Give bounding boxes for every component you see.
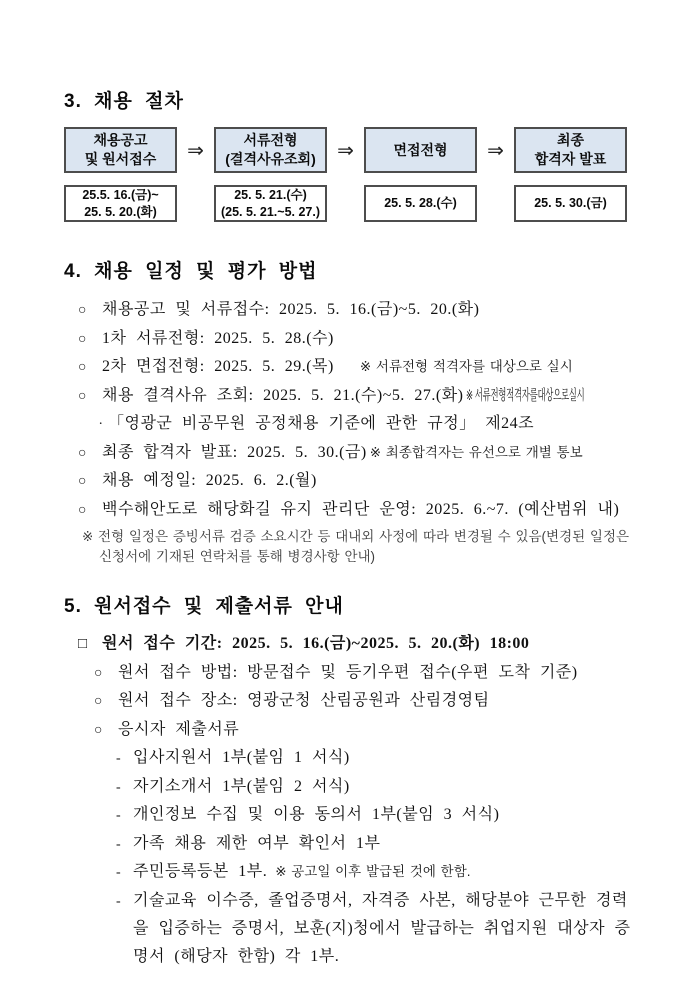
flow-step-announcement xyxy=(64,127,177,222)
dot-bullet-icon: · xyxy=(98,417,104,432)
application-period-text: 원서 접수 기간: 2025. 5. 16.(금)~2025. 5. 20.(화) 18:00 xyxy=(102,635,530,652)
list-item-text: 채용 예정일: 2025. 6. 2.(월) xyxy=(102,472,317,489)
note-text: ※ 공고일 이후 발급된 것에 한함. xyxy=(275,864,471,879)
flow-step-date xyxy=(364,185,477,222)
square-bullet-icon: □ xyxy=(78,636,88,652)
flow-step-date-line: 25. 5. 21.(수) xyxy=(234,188,307,203)
flow-step-label xyxy=(364,127,477,173)
list-item xyxy=(64,410,642,439)
schedule-change-footnote xyxy=(64,527,642,567)
doc-item-text: 입사지원서 1부(붙임 1 서식) xyxy=(133,749,350,766)
flow-step-date-line: 25. 5. 30.(금) xyxy=(534,196,607,211)
list-item-text: 채용공고 및 서류접수: 2025. 5. 16.(금)~5. 20.(화) xyxy=(102,301,480,318)
flow-step-label-line: (결격사유조회) xyxy=(225,151,316,167)
dash-bullet-icon: - xyxy=(116,779,122,795)
section4-list xyxy=(64,296,642,524)
flow-step-date-line: 25. 5. 20.(화) xyxy=(84,204,157,219)
list-item xyxy=(64,353,642,382)
section5-list xyxy=(64,659,642,745)
circle-bullet-icon: ○ xyxy=(94,694,103,709)
procedure-flowchart xyxy=(64,127,642,222)
section-application-guide xyxy=(64,591,642,971)
doc-item-text: 기술교육 이수증, 졸업증명서, 자격증 사본, 해당분야 근무한 경력을 입증하는 증명서, 보훈(지)청에서 발급하는 취업지원 대상자 증명서 (해당자 한함) 각 1부. xyxy=(133,891,631,965)
arrow-right-icon: ⇒ xyxy=(187,138,204,162)
note-text: ※ 서류전형 적격자를 대상으로 실시 xyxy=(359,359,573,374)
doc-item xyxy=(116,744,642,773)
list-item-text: 1차 서류전형: 2025. 5. 28.(수) xyxy=(102,329,334,347)
section-recruit-procedure xyxy=(64,86,642,222)
doc-item-text: 주민등록등본 1부. xyxy=(133,863,268,880)
note-text-condensed: ※ 서류전형적격자를대상으로실시 xyxy=(466,387,585,404)
dash-bullet-icon: - xyxy=(116,836,122,852)
arrow-right-icon: ⇒ xyxy=(337,138,354,162)
flow-step-label xyxy=(64,127,177,173)
flow-step-date xyxy=(64,185,177,222)
circle-bullet-icon: ○ xyxy=(78,331,87,347)
section-schedule-evaluation xyxy=(64,256,642,567)
flow-step-label-line: 최종 xyxy=(556,132,585,149)
doc-item xyxy=(116,773,642,802)
flow-step-date xyxy=(514,185,627,222)
list-item-text: 「영광군 비공무원 공정채용 기준에 관한 규정」 제24조 xyxy=(108,415,535,432)
list-item-text: 2차 면접전형: 2025. 5. 29.(목) xyxy=(102,358,334,375)
circle-bullet-icon: ○ xyxy=(78,388,87,404)
list-item xyxy=(64,382,642,411)
flow-step-date-line: 25.5. 16.(금)~ xyxy=(82,188,159,203)
flow-step-label-line: 서류전형 xyxy=(243,132,298,149)
circle-bullet-icon: ○ xyxy=(78,474,87,489)
list-item xyxy=(64,325,642,354)
submission-docs-list xyxy=(64,744,642,971)
list-item-text: 백수해안도로 해당화길 유지 관리단 운영: 2025. 6.~7. (예산범위 내) xyxy=(102,500,620,518)
dash-bullet-icon: - xyxy=(116,808,122,823)
list-item-text: 응시자 제출서류 xyxy=(118,720,240,738)
flow-step-label-line: 채용공고 xyxy=(93,132,148,149)
flow-step-date xyxy=(214,185,327,222)
doc-item-text: 개인정보 수집 및 이용 동의서 1부(붙임 3 서식) xyxy=(133,806,500,823)
list-item xyxy=(64,716,642,745)
list-item xyxy=(64,296,642,325)
note-text: ※ 최종합격자는 유선으로 개별 통보 xyxy=(369,444,583,460)
section3-title: 3. 채용 절차 xyxy=(64,91,184,112)
flow-step-label-line: 면접전형 xyxy=(393,141,448,158)
circle-bullet-icon: ○ xyxy=(94,722,103,738)
list-item-text: 채용 결격사유 조회: 2025. 5. 21.(수)~5. 27.(화) xyxy=(102,386,464,404)
flow-step-label-line: 합격자 발표 xyxy=(534,151,607,167)
list-item xyxy=(64,496,642,525)
flow-step-label xyxy=(514,127,627,173)
doc-item xyxy=(116,801,642,830)
flow-step-interview xyxy=(364,127,477,222)
application-period-line xyxy=(64,630,642,659)
footnote-line: ※ 전형 일정은 증빙서류 검증 소요시간 등 대내외 사정에 따라 변경될 수 있음(변경된 일정은 xyxy=(82,529,630,544)
flow-step-date-line: 25. 5. 28.(수) xyxy=(384,196,457,211)
section4-title: 4. 채용 일정 및 평가 방법 xyxy=(64,261,318,282)
dash-bullet-icon: - xyxy=(116,865,122,880)
flow-step-document-screening xyxy=(214,127,327,222)
section5-title: 5. 원서접수 및 제출서류 안내 xyxy=(64,596,344,617)
list-item xyxy=(64,659,642,688)
doc-item xyxy=(116,858,642,887)
list-item xyxy=(64,439,642,468)
list-item xyxy=(64,687,642,716)
list-item xyxy=(64,467,642,496)
flow-step-date-line: (25. 5. 21.~5. 27.) xyxy=(220,204,321,219)
flow-step-final-announcement xyxy=(514,127,627,222)
flow-step-label xyxy=(214,127,327,173)
circle-bullet-icon: ○ xyxy=(78,360,87,375)
doc-item xyxy=(116,830,642,859)
list-item-text: 원서 접수 장소: 영광군청 산림공원과 산림경영팀 xyxy=(118,692,490,709)
dash-bullet-icon: - xyxy=(116,893,122,909)
list-item-text: 최종 합격자 발표: 2025. 5. 30.(금) xyxy=(102,443,367,461)
circle-bullet-icon: ○ xyxy=(78,445,87,461)
doc-item-text: 가족 채용 제한 여부 확인서 1부 xyxy=(133,834,381,852)
circle-bullet-icon: ○ xyxy=(78,303,87,318)
arrow-right-icon: ⇒ xyxy=(487,138,504,162)
doc-item-text: 자기소개서 1부(붙임 2 서식) xyxy=(133,777,350,795)
footnote-line: 신청서에 기재된 연락처를 통해 병경사항 안내) xyxy=(99,549,376,564)
list-item-text: 원서 접수 방법: 방문접수 및 등기우편 접수(우편 도착 기준) xyxy=(118,663,578,681)
flow-step-label-line: 및 원서접수 xyxy=(84,151,157,167)
circle-bullet-icon: ○ xyxy=(94,665,103,681)
doc-item xyxy=(116,887,642,971)
circle-bullet-icon: ○ xyxy=(78,502,87,518)
dash-bullet-icon: - xyxy=(116,751,122,766)
